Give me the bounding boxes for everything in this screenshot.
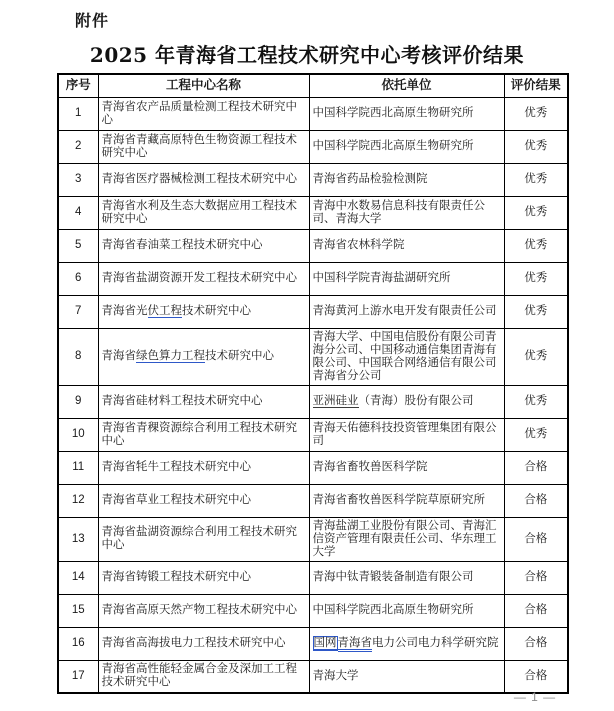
page-number: — 1 — — [513, 690, 557, 704]
cell-text: 青海省 — [101, 350, 136, 362]
table-header-row — [58, 74, 568, 97]
serial-cell: 10 — [58, 418, 98, 451]
supporting-unit-cell — [309, 163, 504, 196]
table-row — [58, 196, 568, 229]
serial-cell: 7 — [58, 295, 98, 328]
table-row — [58, 594, 568, 627]
center-name-cell — [98, 660, 309, 693]
supporting-unit-cell — [309, 196, 504, 229]
cell-text: 青海大学、中国电信股份有限公司青海分公司、中国移动通信集团青海有限公司、中国联合网络通信有限公司青海省分公司 — [312, 330, 497, 382]
cell-text: 中国科学院西北高原生物研究所 — [312, 107, 474, 119]
table-row — [58, 262, 568, 295]
table-row — [58, 97, 568, 130]
col-header-serial: 序号 — [58, 74, 98, 97]
supporting-unit-cell — [309, 229, 504, 262]
supporting-unit-cell — [309, 262, 504, 295]
center-name-cell — [98, 130, 309, 163]
serial-cell: 8 — [58, 328, 98, 385]
result-cell: 合格 — [504, 561, 568, 594]
cell-text: 青海省医疗器械检测工程技术研究中心 — [101, 173, 297, 185]
supporting-unit-cell — [309, 418, 504, 451]
cell-text: 青海大学 — [312, 669, 359, 682]
cell-text: 青海省草业工程技术研究中心 — [101, 494, 251, 506]
table-row — [58, 660, 568, 693]
supporting-unit-cell — [309, 484, 504, 517]
serial-cell: 12 — [58, 484, 98, 517]
supporting-unit-cell — [309, 385, 504, 418]
cell-text: 青海省盐湖资源综合利用工程技术研究中心 — [101, 526, 297, 551]
center-name-cell — [98, 418, 309, 451]
link-text[interactable]: 青海省 — [338, 637, 373, 652]
link-text[interactable]: 伏工程 — [147, 305, 182, 317]
table-row — [58, 517, 568, 561]
table-row — [58, 484, 568, 517]
result-cell: 优秀 — [504, 295, 568, 328]
serial-cell: 11 — [58, 451, 98, 484]
cell-text: 中国科学院青海盐湖研究所 — [312, 272, 451, 284]
table-row — [58, 295, 568, 328]
cell-text: 青海省光 — [101, 305, 148, 317]
supporting-unit-cell — [309, 130, 504, 163]
serial-cell: 14 — [58, 561, 98, 594]
result-cell: 合格 — [504, 660, 568, 693]
supporting-unit-cell — [309, 97, 504, 130]
serial-cell: 5 — [58, 229, 98, 262]
center-name-cell — [98, 196, 309, 229]
table-row — [58, 451, 568, 484]
cell-text: 青海盐湖工业股份有限公司、青海汇信资产管理有限责任公司、华东理工大学 — [312, 519, 497, 558]
center-name-cell — [98, 561, 309, 594]
table-row — [58, 418, 568, 451]
cell-text: 青海省牦牛工程技术研究中心 — [101, 461, 251, 473]
cell-text: 青海省青稞资源综合利用工程技术研究中心 — [101, 421, 297, 447]
result-cell: 优秀 — [504, 130, 568, 163]
center-name-cell — [98, 451, 309, 484]
link-text[interactable]: 国网 — [313, 637, 337, 649]
table-row — [58, 229, 568, 262]
serial-cell: 13 — [58, 517, 98, 561]
result-cell: 优秀 — [504, 385, 568, 418]
table-row — [58, 328, 568, 385]
supporting-unit-cell — [309, 517, 504, 561]
supporting-unit-cell — [309, 451, 504, 484]
result-cell: 优秀 — [504, 229, 568, 262]
link-text[interactable]: 亚洲硅业 — [312, 395, 359, 407]
cell-text: 青海省高性能轻金属合金及深加工工程技术研究中心 — [101, 663, 297, 689]
evaluation-table — [57, 73, 569, 694]
result-cell: 优秀 — [504, 163, 568, 196]
cell-text: 青海省硅材料工程技术研究中心 — [101, 395, 263, 407]
cell-text: 青海天佑德科技投资管理集团有限公司 — [312, 421, 497, 447]
table-row — [58, 130, 568, 163]
cell-text: 青海省高原天然产物工程技术研究中心 — [101, 604, 297, 616]
cell-text: 电力公司电力科学研究院 — [372, 637, 499, 649]
result-cell: 合格 — [504, 594, 568, 627]
table-row — [58, 627, 568, 660]
center-name-cell — [98, 97, 309, 130]
serial-cell: 6 — [58, 262, 98, 295]
attachment-label: 附件 — [75, 13, 110, 30]
supporting-unit-cell — [309, 295, 504, 328]
supporting-unit-cell — [309, 594, 504, 627]
table-row — [58, 385, 568, 418]
cell-text: 青海省高海拔电力工程技术研究中心 — [101, 637, 286, 649]
cell-text: 青海省盐湖资源开发工程技术研究中心 — [101, 272, 297, 284]
center-name-cell — [98, 594, 309, 627]
center-name-cell — [98, 484, 309, 517]
result-cell: 优秀 — [504, 418, 568, 451]
cell-text: 技术研究中心 — [205, 350, 274, 362]
supporting-unit-cell — [309, 627, 504, 660]
cell-text: 青海省春油菜工程技术研究中心 — [101, 239, 263, 251]
result-cell: 优秀 — [504, 262, 568, 295]
table-row — [58, 163, 568, 196]
serial-cell: 9 — [58, 385, 98, 418]
col-header-result: 评价结果 — [504, 74, 568, 97]
cell-text: 青海省药品检验检测院 — [312, 173, 428, 185]
center-name-cell — [98, 163, 309, 196]
serial-cell: 15 — [58, 594, 98, 627]
center-name-cell — [98, 229, 309, 262]
page-title: 2025 年青海省工程技术研究中心考核评价结果 — [89, 43, 525, 67]
cell-text: 技术研究中心 — [182, 305, 251, 317]
cell-text: 青海中钛青锻装备制造有限公司 — [312, 571, 474, 583]
serial-cell: 1 — [58, 97, 98, 130]
result-cell: 合格 — [504, 627, 568, 660]
result-cell: 优秀 — [504, 97, 568, 130]
col-header-center-name: 工程中心名称 — [98, 74, 309, 97]
center-name-cell — [98, 295, 309, 328]
cell-text: 中国科学院西北高原生物研究所 — [312, 604, 474, 616]
link-text[interactable]: 绿色算力工程 — [136, 350, 205, 362]
serial-cell: 17 — [58, 660, 98, 693]
cell-text: 青海省畜牧兽医科学院草原研究所 — [312, 494, 485, 506]
supporting-unit-cell — [309, 660, 504, 693]
serial-cell: 16 — [58, 627, 98, 660]
cell-text: 青海省畜牧兽医科学院 — [312, 461, 428, 473]
result-cell: 合格 — [504, 484, 568, 517]
serial-cell: 3 — [58, 163, 98, 196]
cell-text: （青海）股份有限公司 — [358, 395, 474, 407]
serial-cell: 4 — [58, 196, 98, 229]
result-cell: 优秀 — [504, 328, 568, 385]
col-header-supporting-unit: 依托单位 — [309, 74, 504, 97]
table-row — [58, 561, 568, 594]
supporting-unit-cell — [309, 328, 504, 385]
cell-text: 青海黄河上游水电开发有限责任公司 — [312, 305, 497, 317]
cell-text: 中国科学院西北高原生物研究所 — [312, 140, 474, 152]
result-cell: 优秀 — [504, 196, 568, 229]
cell-text: 青海中水数易信息科技有限责任公司、青海大学 — [312, 199, 485, 225]
cell-text: 青海省铸锻工程技术研究中心 — [101, 571, 251, 583]
center-name-cell — [98, 627, 309, 660]
center-name-cell — [98, 262, 309, 295]
result-cell: 合格 — [504, 451, 568, 484]
serial-cell: 2 — [58, 130, 98, 163]
cell-text: 青海省水利及生态大数据应用工程技术研究中心 — [101, 199, 297, 225]
cell-text: 青海省青藏高原特色生物资源工程技术研究中心 — [101, 133, 297, 159]
cell-text: 青海省农林科学院 — [312, 239, 405, 251]
cell-text: 青海省农产品质量检测工程技术研究中心 — [101, 100, 297, 126]
supporting-unit-cell — [309, 561, 504, 594]
center-name-cell — [98, 385, 309, 418]
center-name-cell — [98, 517, 309, 561]
center-name-cell — [98, 328, 309, 385]
result-cell: 合格 — [504, 517, 568, 561]
